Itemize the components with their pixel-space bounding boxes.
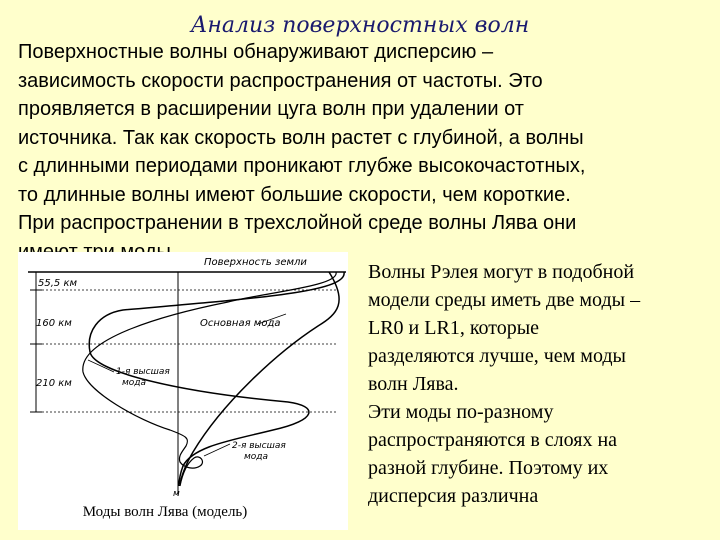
right-line: дисперсия различна — [368, 485, 539, 507]
rayleigh-paragraph — [368, 258, 718, 510]
intro-line: с длинными периодами проникают глубже высокочастотных, — [18, 155, 586, 177]
right-line: Эти моды по-разному — [368, 401, 554, 423]
modes-diagram — [18, 252, 348, 530]
second-higher-mode-label: мода — [244, 452, 269, 462]
fundamental-mode-label: Основная мода — [200, 318, 281, 329]
surface-label: Поверхность земли — [204, 257, 307, 268]
intro-line: источника. Так как скорость волн растет с глубиной, а волны — [18, 126, 584, 149]
second-higher-mode-label: 2-я высшая — [232, 441, 286, 451]
right-line: разделяются лучше, чем моды — [368, 345, 626, 367]
depth-label: 210 км — [36, 378, 72, 389]
intro-paragraph — [18, 38, 718, 266]
intro-line: зависимость скорости распространения от частоты. Это — [18, 69, 543, 92]
intro-line: то длинные волны имеют большие скорости, чем короткие. — [18, 183, 571, 206]
intro-line: Поверхностные волны обнаруживают дисперсию – — [18, 41, 494, 63]
axis-label: м — [173, 489, 180, 499]
figure-caption: Моды волн Лява (модель) — [82, 504, 248, 520]
depth-label: 55,5 км — [38, 278, 78, 289]
right-line: распространяются в слоях на — [368, 429, 618, 451]
first-higher-mode-label: мода — [122, 378, 147, 388]
right-line: Волны Рэлея могут в подобной — [368, 261, 635, 283]
intro-line: проявляется в расширении цуга волн при удалении от — [18, 98, 524, 120]
right-line: модели среды иметь две моды – — [368, 289, 641, 311]
slide-title: Анализ поверхностных волн — [190, 13, 530, 38]
depth-label: 160 км — [36, 318, 72, 329]
right-line: разной глубине. Поэтому их — [368, 457, 609, 479]
right-line: LR0 и LR1, которые — [368, 317, 540, 339]
intro-line: При распространении в трехслойной среде волны Лява они — [18, 212, 577, 234]
right-line: волн Лява. — [368, 373, 459, 395]
first-higher-mode-label: 1-я высшая — [116, 367, 170, 377]
love-wave-modes-figure — [18, 252, 348, 530]
